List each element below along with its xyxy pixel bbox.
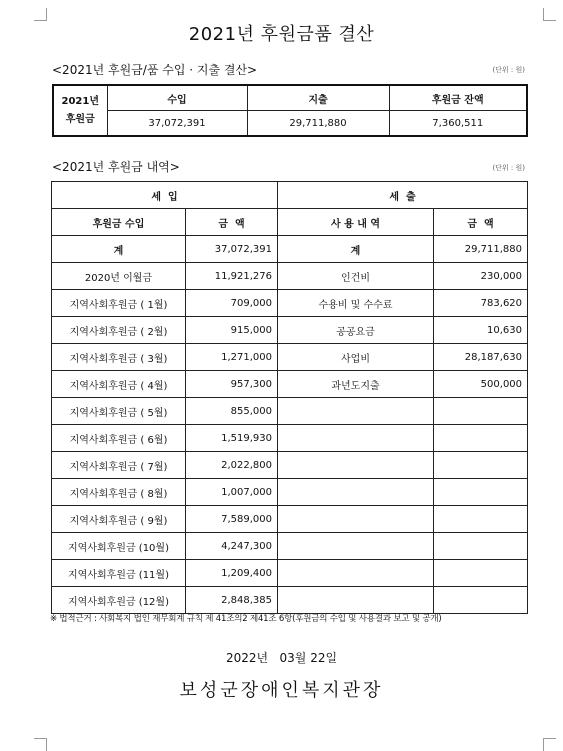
table-row <box>52 587 528 614</box>
income-source-cell: 지역사회후원금 ( 8월) <box>52 479 186 506</box>
income-source-cell: 지역사회후원금 ( 1월) <box>52 290 186 317</box>
income-source-cell: 지역사회후원금 ( 9월) <box>52 506 186 533</box>
legal-basis-note: ※ 법적근거 : 사회복지 법인 재무회계 규칙 제 41조의2 제41조 6항(후원금의 수입 및 사용결과 보고 및 공개) <box>50 614 442 624</box>
expense-item-cell: 계 <box>278 236 434 263</box>
income-source-cell: 계 <box>52 236 186 263</box>
expense-item-cell: 과년도지출 <box>278 371 434 398</box>
expense-amount-cell <box>434 452 528 479</box>
summary-header-income: 수입 <box>107 85 247 111</box>
expense-item-cell <box>278 479 434 506</box>
expense-amount-cell <box>434 425 528 452</box>
table-row <box>52 290 528 317</box>
crop-mark-bottom-left <box>34 738 47 751</box>
expense-amount-cell: 230,000 <box>434 263 528 290</box>
income-source-cell: 지역사회후원금 (10월) <box>52 533 186 560</box>
expense-amount-cell: 783,620 <box>434 290 528 317</box>
expense-group-header: 세 출 <box>278 182 528 209</box>
income-source-cell: 지역사회후원금 (11월) <box>52 560 186 587</box>
income-group-header: 세 입 <box>52 182 278 209</box>
income-amount-cell: 709,000 <box>186 290 278 317</box>
table-row <box>52 452 528 479</box>
col-header-expense-amount: 금 액 <box>434 209 528 236</box>
summary-year-line2: 후원금 <box>65 113 95 125</box>
income-source-cell: 지역사회후원금 ( 2월) <box>52 317 186 344</box>
expense-item-cell <box>278 425 434 452</box>
detail-table <box>51 181 528 614</box>
summary-unit: (단위 : 원) <box>492 66 525 74</box>
income-source-cell: 지역사회후원금 ( 4월) <box>52 371 186 398</box>
crop-mark-bottom-right <box>543 738 556 751</box>
expense-item-cell: 사업비 <box>278 344 434 371</box>
col-header-income-source: 후원금 수입 <box>52 209 186 236</box>
income-amount-cell: 1,271,000 <box>186 344 278 371</box>
expense-amount-cell: 10,630 <box>434 317 528 344</box>
summary-heading: <2021년 후원금/품 수입 · 지출 결산> <box>52 63 258 77</box>
summary-value-balance: 7,360,511 <box>389 111 527 137</box>
summary-year-label <box>53 85 107 136</box>
income-source-cell: 지역사회후원금 ( 3월) <box>52 344 186 371</box>
expense-item-cell: 수용비 및 수수료 <box>278 290 434 317</box>
organization-name: 보성군장애인복지관장 <box>179 680 384 701</box>
expense-item-cell: 공공요금 <box>278 317 434 344</box>
income-source-cell: 지역사회후원금 ( 5월) <box>52 398 186 425</box>
income-amount-cell: 1,209,400 <box>186 560 278 587</box>
summary-value-expense: 29,711,880 <box>247 111 389 137</box>
income-source-cell: 지역사회후원금 ( 6월) <box>52 425 186 452</box>
expense-amount-cell: 500,000 <box>434 371 528 398</box>
income-amount-cell: 7,589,000 <box>186 506 278 533</box>
summary-table <box>52 84 528 137</box>
summary-header-expense: 지출 <box>247 85 389 111</box>
col-header-income-amount: 금 액 <box>186 209 278 236</box>
detail-heading: <2021년 후원금 내역> <box>52 160 180 174</box>
income-amount-cell: 957,300 <box>186 371 278 398</box>
expense-amount-cell: 28,187,630 <box>434 344 528 371</box>
table-row <box>52 425 528 452</box>
income-amount-cell: 855,000 <box>186 398 278 425</box>
summary-header-balance: 후원금 잔액 <box>389 85 527 111</box>
income-amount-cell: 11,921,276 <box>186 263 278 290</box>
income-amount-cell: 37,072,391 <box>186 236 278 263</box>
expense-amount-cell <box>434 479 528 506</box>
col-header-expense-item: 사 용 내 역 <box>278 209 434 236</box>
income-amount-cell: 2,022,800 <box>186 452 278 479</box>
detail-unit: (단위 : 원) <box>492 164 525 172</box>
expense-item-cell <box>278 398 434 425</box>
expense-amount-cell <box>434 533 528 560</box>
expense-amount-cell <box>434 560 528 587</box>
expense-item-cell <box>278 452 434 479</box>
income-source-cell: 지역사회후원금 ( 7월) <box>52 452 186 479</box>
expense-amount-cell <box>434 506 528 533</box>
expense-amount-cell: 29,711,880 <box>434 236 528 263</box>
table-row <box>52 344 528 371</box>
table-row <box>52 263 528 290</box>
total-row <box>52 236 528 263</box>
table-row <box>52 317 528 344</box>
expense-item-cell <box>278 506 434 533</box>
income-amount-cell: 2,848,385 <box>186 587 278 614</box>
income-amount-cell: 4,247,300 <box>186 533 278 560</box>
expense-item-cell: 인건비 <box>278 263 434 290</box>
table-row <box>52 533 528 560</box>
summary-year-line1: 2021년 <box>61 95 99 107</box>
table-row <box>52 371 528 398</box>
summary-value-income: 37,072,391 <box>107 111 247 137</box>
table-row <box>52 398 528 425</box>
income-source-cell: 지역사회후원금 (12월) <box>52 587 186 614</box>
report-date: 2022년 03월 22일 <box>225 651 338 665</box>
table-row <box>52 506 528 533</box>
income-amount-cell: 1,519,930 <box>186 425 278 452</box>
expense-item-cell <box>278 533 434 560</box>
expense-amount-cell <box>434 587 528 614</box>
expense-amount-cell <box>434 398 528 425</box>
document-title: 2021년 후원금품 결산 <box>188 24 375 45</box>
table-row <box>52 560 528 587</box>
expense-item-cell <box>278 587 434 614</box>
income-amount-cell: 915,000 <box>186 317 278 344</box>
income-source-cell: 2020년 이월금 <box>52 263 186 290</box>
income-amount-cell: 1,007,000 <box>186 479 278 506</box>
expense-item-cell <box>278 560 434 587</box>
table-row <box>52 479 528 506</box>
